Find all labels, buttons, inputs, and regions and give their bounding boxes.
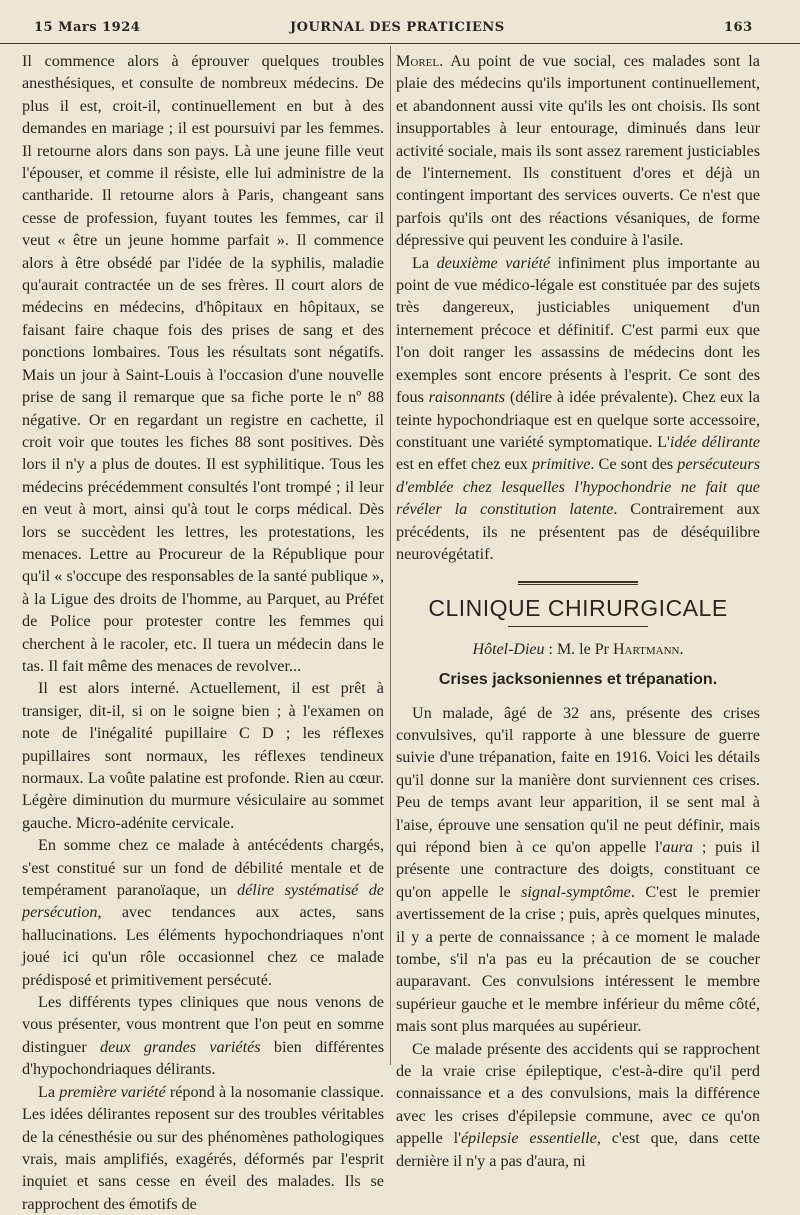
emphasis-text: deux grandes variétés [100,1037,261,1056]
emphasis-text: raisonnants [428,388,506,407]
section-title: CLINIQUE CHIRURGICALE [428,595,728,622]
paragraph-text: Il commence alors à éprouver quelques troubles anesthésiques, et consulte de nombreux médecins. De plus il est, croit-il, continuellement en but à des demandes en mariage ; il est poursuivi par les femmes. Il retourne alors dans son pays. Là une jeune fille veut l'épouser, et comme il résiste, elle lui administre de la cantharide. Il retourne alors à Paris, changeant sans cesse de profession, fuyant toutes les femmes, car il veut « être un jeune homme parfait ». Il commence alors à être obsédé par l'idée de la syphilis, maladie qu'aurait contractée un de ses frères. Il court alors de médecins en médecins, d'hôpitaux en hôpitaux, se faisant faire chaque fois des prises de sang et des ponctions lombaires. Tous les résultats sont négatifs. Mais un jour à Saint-Louis à l'occasion d'une nouvelle prise de sang il remarque que sa fiche porte le nº 88 négative. Or en regardant un registre en cachette, il croit voir que toutes les fiches 88 sont positives. Dès lors il n'y a plus de doutes. Il est syphilitique. Tous les médecins précédemment consultés l'ont trompé ; il leur en veut à mort, ainsi qu'à tout le corps médical. Dès lors se succèdent les lettres, les protestations, les menaces. Lettre au Procureur de la République pour qu'il « s'occupe des responsables de la santé publique », à la Ligue des droits de l'homme, au Parquet, au Préfet de Police pour protester contre les femmes qui cherchent à le racoler, etc. Il tuera un médecin dans le tas. Il fait même des menaces de revolver... [22,52,384,675]
paragraph-text: . C'est le premier avertissement de la crise ; puis, après quelques minutes, il y a perte de connaissance ; à ce moment le malade tombe, s'il n'a pas eu la précaution de se coucher auparavant. Ces convulsions intéressent le membre supérieur gauche et le membre inférieur du même côté, mais sont plus marquées au supérieur. [396,882,760,1036]
paragraph-text: répond à la nosomanie classique. Les idées délirantes reposent sur des troubles véritables de la cénesthésie ou sur des phénomènes pathologiques vrais, mais amplifiés, exagérés, déformés par l'esprit inquiet et sans cesse en éveil des malades. Ils se rapprochent des émotifs de [22,1082,384,1213]
emphasis-text: épilepsie essentielle [461,1129,597,1148]
paragraph [396,50,760,252]
paragraph-text: (délire à idée prévalente). Chez eux la teinte hypochondriaque est en quelque sorte accessoire, constituant une variété symptomatique. L' [396,388,760,451]
paragraph-text: , c'est que, dans cette dernière il n'y a pas d'aura, ni [396,1129,760,1170]
paragraph [22,991,384,1081]
paragraph-text: En somme chez ce malade à antécédents chargés, s'est constitué sur un fond de débilité mentale et de tempérament paranoïaque, un [22,836,384,900]
paragraph-text: . Au point de vue social, ces malades sont la plaie des médecins qu'ils importunent continuellement, et abandonnent aussi vite qu'ils les ont choisis. Ils sont insupportables à leur entourage, diminués dans leur activité sociale, mais ils sont assez rarement justiciables de l'internement. Ils constituent d'ores et déjà un contingent important des services ouverts. Ce n'est que parfois qu'ils ont des réactions vésaniques, de forme dépressive qui peuvent les conduire à l'asile. [396,52,760,250]
paragraph [396,252,760,566]
paragraph-text: bien différentes d'hypochondriaques délirants. [22,1037,384,1079]
author-name: Morel [396,52,440,70]
byline-author: Hartmann [612,640,680,658]
paragraph [22,50,384,677]
emphasis-text: primitive [531,455,591,474]
paragraph-text: . Contrairement aux précédents, ils ne présentent pas de déséquilibre neurovégétatif. [396,500,761,563]
paragraph-text: Un malade, âgé de 32 ans, présente des crises convulsives, qu'il rapporte à une blessure de guerre suivie d'une trépanation, faite en 1916. Voici les détails qu'il donne sur la manière dont surviennent ces crises. Peu de temps avant leur apparition, il se sent mal à l'aise, éprouve une sensation qu'il ne peut définir, mais qui répond bien à ce qu'on appelle l' [396,703,760,856]
paragraph-text: , avec tendances aux actes, sans hallucinations. Les éléments hypochondriaques n'ont joué ici qu'un rôle occasionnel chez ce malade prédisposé et primitivement persécuté. [22,903,384,989]
header-date: 15 Mars 1924 [34,20,141,35]
byline-place: Hôtel-Dieu [472,640,545,658]
article-byline [396,639,760,661]
right-column [396,50,761,1170]
paragraph-text: infiniment plus importante au point de vue médico-légale est constituée par des sujets très dangereux, justiciables uniquement d'un internement précoce et définitif. C'est parmi eux que l'on doit ranger les assassins de médecins dont les exemples sont encore présents à l'esprit. Ce sont des fous [396,253,760,407]
byline-text: : M. le Pr [544,640,613,658]
left-column [22,50,384,1213]
header-journal-title: JOURNAL DES PRATICIENS [290,20,505,35]
paragraph-text: La [38,1082,60,1101]
paragraph [396,702,760,1038]
paragraph-text: Ce malade présente des accidents qui se rapprochent de la vraie crise épileptique, c'est-à-dire qu'il perd connaissance et a des convulsions, mais la différence avec les crises d'épilepsie commune, avec ce qu'on appelle l' [396,1039,760,1148]
header-page-number: 163 [724,20,753,35]
emphasis-text: deuxième variété [436,253,551,272]
emphasis-text: délire systématisé de persécution [22,881,384,922]
paragraph [22,834,384,991]
paragraph-text: . Ce sont des [590,455,678,474]
title-rule [508,626,648,627]
byline-text: . [679,640,684,658]
page-header [0,0,800,44]
article-subtitle: Crises jacksoniennes et trépanation. [438,671,718,689]
paragraph-text: Il est alors interné. Actuellement, il est prêt à transiger, dit-il, si on le soigne bien ; à l'examen on note de l'inégalité pupillaire C D ; les réflexes pupillaires sont normaux, les réflexes tendineux normaux. La voûte palatine est profonde. Rien au cœur. Légère diminution du murmure vésiculaire au sommet gauche. Micro-adénite cervicale. [22,679,384,832]
paragraph-text: Les différents types cliniques que nous venons de vous présenter, vous montrent que l'on peut en somme distinguer [22,993,384,1056]
paragraph-text: est en effet chez eux [396,455,532,474]
paragraph-text: La [412,253,437,272]
emphasis-text: persécuteurs d'emblée chez lesquelles l'hypochondrie ne fait que révéler la constitution latente [396,455,760,519]
paragraph [22,677,384,834]
paragraph-text: ; puis il présente une contracture des doigts, constituant ce qu'on appelle le [396,838,760,901]
section-separator [518,581,638,585]
emphasis-text: signal-symptôme [521,882,631,901]
paragraph [396,1038,760,1172]
emphasis-text: première variété [59,1082,166,1101]
emphasis-text: idée délirante [669,432,761,451]
paragraph [22,1081,384,1215]
column-divider [390,46,391,1065]
emphasis-text: aura [662,838,693,856]
